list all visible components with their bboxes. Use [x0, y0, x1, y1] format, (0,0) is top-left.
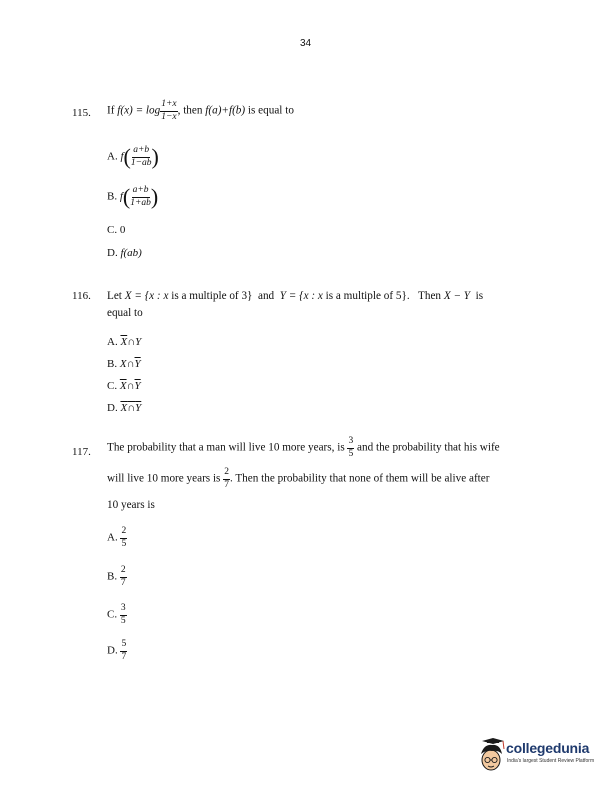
option-label: D.	[107, 247, 118, 259]
q116-is: is	[475, 290, 484, 302]
option-fraction	[120, 527, 127, 549]
option-label: C.	[107, 380, 118, 392]
q115-stem-mid: , then	[177, 104, 203, 117]
set-x: X	[119, 358, 127, 370]
q115-option-b[interactable]	[107, 186, 158, 208]
q116-x-def: X = {x : x	[124, 290, 169, 302]
option-fraction	[120, 604, 127, 626]
q117-stem-line2	[107, 468, 489, 490]
q117-stem-line1	[107, 437, 500, 459]
q117-line2-text: will live 10 more years is	[107, 472, 221, 485]
right-paren: )	[150, 184, 159, 209]
frac-den: 5	[348, 448, 354, 459]
page-number: 34	[300, 38, 312, 49]
q115-option-d[interactable]	[107, 247, 142, 259]
option-label: B.	[107, 190, 118, 203]
set-y: Y	[135, 402, 142, 414]
q116-x-def-end: is a multiple of 3}	[171, 290, 253, 302]
option-fraction	[130, 186, 151, 208]
frac-num: a+b	[132, 146, 150, 158]
q115-log-fraction	[160, 100, 177, 122]
set-x-complement: $\overline{X}$	[120, 336, 128, 348]
q117-p2-fraction	[223, 468, 230, 490]
frac-den: 7	[120, 577, 126, 588]
q117-line1-text: The probability that a man will live 10 more years, is	[107, 441, 345, 454]
q117-line2-end: . Then the probability that none of them will be alive after	[229, 472, 490, 485]
q116-option-b[interactable]	[107, 358, 141, 370]
left-paren: (	[122, 184, 131, 209]
left-paren: (	[123, 144, 131, 169]
q116-and: and	[258, 290, 275, 302]
q117-option-a[interactable]	[107, 527, 127, 549]
q115-frac-den: 1−x	[161, 111, 177, 122]
q116-y-def-end: is a multiple of 5}.	[325, 290, 410, 302]
logo-brand-text: collegedunia	[506, 740, 590, 756]
q115-f-of-x: f(x) = log	[117, 104, 161, 117]
set-y-complement: $\overline{Y}$	[134, 380, 141, 392]
option-label: D.	[107, 644, 118, 657]
q117-stem-line3: 10 years is	[107, 499, 155, 511]
option-label: B.	[107, 358, 118, 370]
q115-stem	[107, 100, 294, 122]
q116-stem-line2: equal to	[107, 307, 143, 319]
q116-diff: X − Y	[443, 290, 471, 302]
q116-stem-line1	[107, 290, 483, 302]
set-x-complement: $\overline{X}$	[119, 380, 127, 392]
option-text: f(ab)	[120, 247, 142, 259]
q115-expr: f(a)+f(b)	[205, 104, 246, 117]
frac-num: 2	[120, 566, 127, 578]
collegedunia-logo	[478, 738, 598, 774]
frac-num: a+b	[132, 186, 150, 198]
intersection-symbol: ∩	[126, 358, 135, 370]
frac-den: 7	[121, 651, 127, 662]
option-text: 0	[119, 224, 126, 236]
intersection-complement	[120, 402, 141, 414]
option-fn: f	[119, 190, 123, 203]
option-fraction	[120, 566, 127, 588]
option-label: A.	[107, 336, 118, 348]
option-label: C.	[107, 608, 118, 621]
frac-num: 5	[120, 640, 127, 652]
q117-line1-end: and the probability that his wife	[357, 441, 500, 454]
q116-option-a[interactable]	[107, 336, 141, 348]
q117-number: 117.	[72, 446, 91, 458]
q115-stem-prefix: If	[107, 104, 115, 117]
q116-number: 116.	[72, 290, 91, 302]
intersection-symbol: ∩	[127, 402, 136, 414]
q116-option-c[interactable]	[107, 380, 141, 392]
q116-let: Let	[107, 290, 122, 302]
option-label: A.	[107, 531, 118, 544]
logo-tagline: India's largest Student Review Platform	[507, 758, 595, 764]
q115-option-a[interactable]	[107, 146, 159, 168]
q115-option-c[interactable]	[107, 224, 125, 236]
q117-option-d[interactable]	[107, 640, 127, 662]
q115-stem-suffix: is equal to	[247, 104, 294, 117]
intersection-symbol: ∩	[126, 380, 135, 392]
student-mascot-icon	[478, 738, 506, 774]
frac-num: 2	[120, 527, 127, 539]
frac-den: 7	[224, 479, 229, 490]
frac-den: 5	[121, 538, 127, 549]
q115-number: 115.	[72, 107, 91, 119]
q116-then: Then	[418, 290, 442, 302]
q117-option-c[interactable]	[107, 604, 127, 626]
q115-frac-num: 1+x	[160, 100, 177, 112]
option-fraction	[131, 146, 152, 168]
q117-option-b[interactable]	[107, 566, 127, 588]
right-paren: )	[151, 144, 159, 169]
set-y-complement: $\overline{Y}$	[134, 358, 141, 370]
frac-den: 1+ab	[130, 197, 151, 208]
set-x: X	[120, 402, 128, 414]
option-label: C.	[107, 224, 118, 236]
q116-option-d[interactable]	[107, 402, 141, 414]
intersection-symbol: ∩	[127, 336, 136, 348]
option-label: D.	[107, 402, 118, 414]
q116-y-def: Y = {x : x	[279, 290, 323, 302]
option-fraction	[120, 640, 127, 662]
option-fn: f	[120, 150, 124, 163]
option-label: B.	[107, 570, 118, 583]
frac-num: 2	[223, 468, 230, 480]
set-y: Y	[135, 336, 142, 348]
frac-den: 1−ab	[130, 157, 152, 168]
frac-den: 5	[120, 615, 126, 626]
frac-num: 3	[120, 604, 127, 616]
q117-p1-fraction	[347, 437, 354, 459]
option-label: A.	[107, 150, 118, 163]
frac-num: 3	[347, 437, 354, 449]
